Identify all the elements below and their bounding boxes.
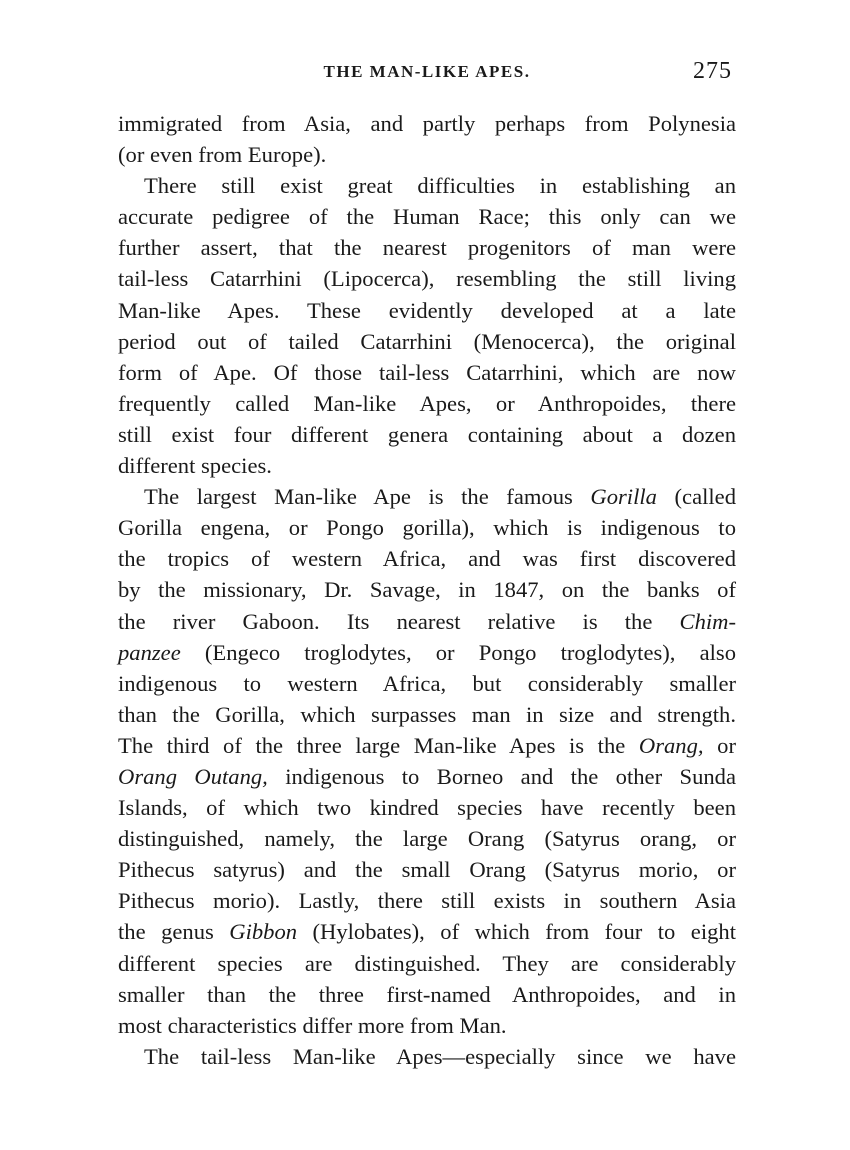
- term-orang-outang: Orang Outang,: [118, 763, 268, 789]
- term-chimpanzee-part2: panzee: [118, 639, 181, 665]
- text-line: [118, 637, 736, 668]
- text-line: different species.: [118, 453, 272, 479]
- page-number: 275: [693, 58, 732, 84]
- text-line: further assert, that the nearest progenitors of man were: [118, 235, 736, 261]
- text-line: the tropics of western Africa, and was first discovered: [118, 546, 736, 572]
- paragraph-apes: [118, 481, 736, 1041]
- term-chimpanzee-part1: Chim-: [679, 608, 736, 634]
- text-line: [118, 761, 736, 792]
- text-line: different species are distinguished. They are considerably: [118, 950, 736, 976]
- text-line: by the missionary, Dr. Savage, in 1847, on the banks of: [118, 577, 736, 603]
- text-line: indigenous to western Africa, but considerably smaller: [118, 670, 736, 696]
- text-line: Pithecus morio). Lastly, there still exists in southern Asia: [118, 888, 736, 914]
- text-line: There still exist great difficulties in establishing an: [144, 173, 736, 199]
- paragraph-tailless: [118, 1041, 736, 1072]
- text-line: immigrated from Asia, and partly perhaps from Polynesia: [118, 111, 736, 136]
- text-line: tail-less Catarrhini (Lipocerca), resembling the still living: [118, 266, 736, 292]
- text-run: the river Gaboon. Its nearest relative is the: [118, 608, 680, 634]
- text-line: most characteristics differ more from Man.: [118, 1012, 507, 1038]
- term-gibbon: Gibbon: [229, 919, 298, 945]
- text-line: still exist four different genera containing about a dozen: [118, 421, 736, 447]
- text-line: form of Ape. Of those tail-less Catarrhini, which are now: [118, 359, 736, 385]
- text-line: Islands, of which two kindred species have recently been: [118, 795, 736, 821]
- text-run: (Hylobates), of which from four to eight: [297, 919, 736, 945]
- text-line: Man-like Apes. These evidently developed at a late: [118, 297, 736, 323]
- text-line: frequently called Man-like Apes, or Anthropoides, there: [118, 390, 736, 416]
- text-run: indigenous to Borneo and the other Sunda: [267, 763, 736, 789]
- running-head: [118, 56, 736, 96]
- text-run: The largest Man-like Ape is the famous: [144, 484, 591, 510]
- text-line: distinguished, namely, the large Orang (Satyrus orang, or: [118, 826, 736, 852]
- text-line: [118, 730, 736, 761]
- text-run: (called: [656, 484, 736, 510]
- text-line: period out of tailed Catarrhini (Menocerca), the original: [118, 328, 736, 354]
- text-line: The tail-less Man-like Apes—especially since we have: [144, 1043, 736, 1069]
- book-page: [118, 56, 736, 1096]
- body-text: [118, 108, 736, 1072]
- text-line: Gorilla engena, or Pongo gorilla), which is indigenous to: [118, 515, 736, 541]
- text-line: (or even from Europe).: [118, 142, 327, 168]
- term-orang: Orang,: [638, 732, 704, 758]
- running-title: THE MAN-LIKE APES.: [323, 62, 531, 81]
- paragraph-continuation: [118, 108, 736, 170]
- text-line: [118, 916, 736, 947]
- text-run: (Engeco troglodytes, or Pongo troglodytes), also: [180, 639, 736, 665]
- text-line: [118, 606, 736, 637]
- text-line: [118, 481, 736, 512]
- text-run: The third of the three large Man-like Apes is the: [118, 732, 639, 758]
- text-line: Pithecus satyrus) and the small Orang (Satyrus morio, or: [118, 857, 736, 883]
- text-line: smaller than the three first-named Anthropoides, and in: [118, 981, 736, 1007]
- paragraph-pedigree: [118, 170, 736, 481]
- text-line: than the Gorilla, which surpasses man in size and strength.: [118, 701, 736, 727]
- term-gorilla: Gorilla: [590, 484, 657, 510]
- text-run: the genus: [118, 919, 230, 945]
- text-line: accurate pedigree of the Human Race; this only can we: [118, 204, 736, 230]
- text-run: or: [703, 732, 736, 758]
